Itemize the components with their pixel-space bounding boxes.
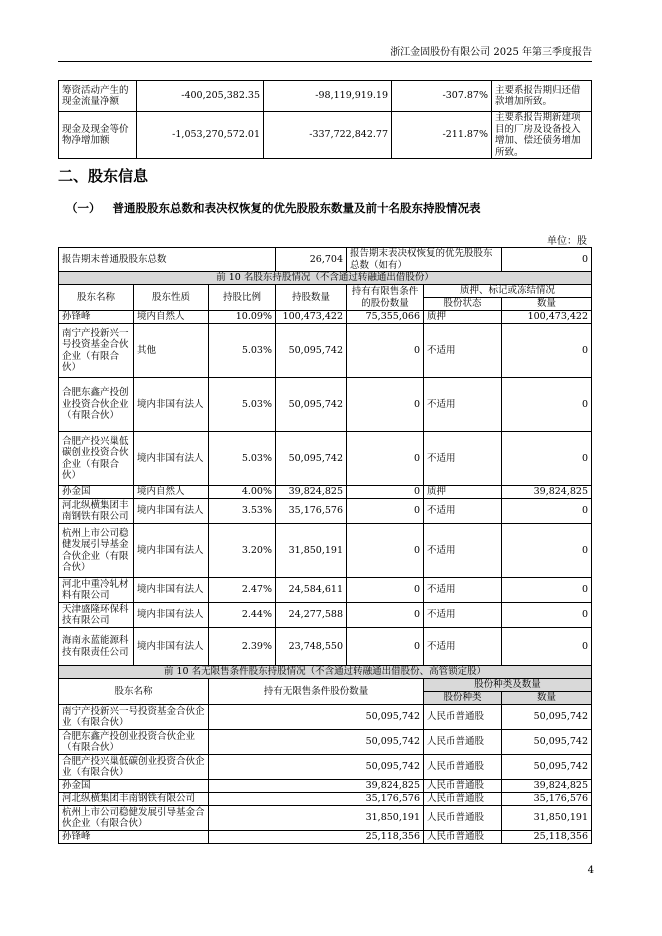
shareholder-ratio: 10.09% <box>209 311 276 324</box>
unrestricted-qty: 50,095,742 <box>209 755 424 780</box>
table-row <box>59 831 592 844</box>
shareholder-pledged: 0 <box>502 432 592 486</box>
cashflow-item: 现金及现金等价物净增加额 <box>59 112 137 159</box>
unrestricted-type: 人民币普通股 <box>424 806 502 831</box>
table-row <box>59 486 592 499</box>
shareholders-table <box>58 247 592 844</box>
header-type-group: 股份种类及数量 <box>424 679 592 692</box>
header-pledge-status: 股份状态 <box>424 298 502 311</box>
unrestricted-name: 河北纵横集团丰南钢铁有限公司 <box>59 793 209 806</box>
shareholder-restricted: 75,355,066 <box>347 311 424 324</box>
unrestricted-name: 孙锋峰 <box>59 831 209 844</box>
shareholder-nature: 境内非国有法人 <box>134 603 209 628</box>
shareholder-qty: 50,095,742 <box>276 378 347 432</box>
shareholder-name: 合肥产投兴巢低碳创业投资合伙企业（有限合伙） <box>59 432 134 486</box>
shareholder-pledged: 0 <box>502 324 592 378</box>
table-row <box>59 248 592 272</box>
shareholder-ratio: 2.47% <box>209 578 276 603</box>
shareholder-ratio: 2.39% <box>209 628 276 666</box>
header-count: 数量 <box>502 692 592 705</box>
unrestricted-type: 人民币普通股 <box>424 831 502 844</box>
unrestricted-qty: 31,850,191 <box>209 806 424 831</box>
shareholder-ratio: 5.03% <box>209 432 276 486</box>
shareholder-restricted: 0 <box>347 578 424 603</box>
shareholder-qty: 24,277,588 <box>276 603 347 628</box>
shareholder-status: 不适用 <box>424 432 502 486</box>
shareholder-qty: 24,584,611 <box>276 578 347 603</box>
cashflow-prior: -337,722,842.77 <box>264 112 392 159</box>
table-row <box>59 524 592 578</box>
shareholder-restricted: 0 <box>347 603 424 628</box>
page-number: 4 <box>587 865 594 876</box>
shareholder-name: 海南永蓝能源科技有限责任公司 <box>59 628 134 666</box>
table-row <box>59 793 592 806</box>
table-row <box>59 578 592 603</box>
unit-label: 单位：股 <box>547 236 587 247</box>
cashflow-prior: -98,119,919.19 <box>264 81 392 112</box>
page-header: 浙江金固股份有限公司 2025 年第三季度报告 <box>390 47 592 58</box>
shareholder-restricted: 0 <box>347 499 424 524</box>
shareholder-name: 天津盛隆环保科技有限公司 <box>59 603 134 628</box>
unrestricted-qty: 35,176,576 <box>209 793 424 806</box>
shareholder-name: 河北中重冷轧材料有限公司 <box>59 578 134 603</box>
shareholder-pledged: 0 <box>502 524 592 578</box>
unrestricted-qty: 50,095,742 <box>209 730 424 755</box>
unrestricted-type: 人民币普通股 <box>424 755 502 780</box>
table-row <box>59 378 592 432</box>
table-row <box>59 432 592 486</box>
unrestricted-type: 人民币普通股 <box>424 730 502 755</box>
unrestricted-count: 50,095,742 <box>502 730 592 755</box>
unrestricted-name: 南宁产投新兴一号投资基金合伙企业（有限合伙） <box>59 705 209 730</box>
shareholder-name: 河北纵横集团丰南钢铁有限公司 <box>59 499 134 524</box>
shareholder-qty: 35,176,576 <box>276 499 347 524</box>
shareholder-status: 不适用 <box>424 628 502 666</box>
unrestricted-count: 35,176,576 <box>502 793 592 806</box>
cashflow-item: 筹资活动产生的现金流量净额 <box>59 81 137 112</box>
cashflow-table <box>58 80 592 159</box>
header-ratio: 持股比例 <box>209 285 276 311</box>
table-row <box>59 603 592 628</box>
summary-value-pref: 0 <box>502 248 592 272</box>
header-qty: 持股数量 <box>276 285 347 311</box>
summary-label-common: 报告期末普通股股东总数 <box>59 248 276 272</box>
header-type: 股份种类 <box>424 692 502 705</box>
table-row <box>59 272 592 285</box>
shareholder-name: 孙锋峰 <box>59 311 134 324</box>
shareholder-qty: 23,748,550 <box>276 628 347 666</box>
table-row <box>59 755 592 780</box>
shareholder-ratio: 5.03% <box>209 378 276 432</box>
cashflow-reason: 主要系报告期归还借款增加所致。 <box>492 81 592 112</box>
table-row <box>59 780 592 793</box>
table-row <box>59 324 592 378</box>
unrestricted-count: 50,095,742 <box>502 755 592 780</box>
shareholder-ratio: 5.03% <box>209 324 276 378</box>
header-unres-name: 股东名称 <box>59 679 209 705</box>
shareholder-pledged: 0 <box>502 628 592 666</box>
shareholder-restricted: 0 <box>347 432 424 486</box>
unrestricted-count: 25,118,356 <box>502 831 592 844</box>
shareholder-name: 合肥东鑫产投创业投资合伙企业（有限合伙） <box>59 378 134 432</box>
shareholder-pledged: 0 <box>502 499 592 524</box>
shareholder-nature: 境内非国有法人 <box>134 499 209 524</box>
header-nature: 股东性质 <box>134 285 209 311</box>
shareholder-name: 南宁产投新兴一号投资基金合伙企业（有限合伙） <box>59 324 134 378</box>
cashflow-current: -1,053,270,572.01 <box>137 112 264 159</box>
unrestricted-title: 前 10 名无限售条件股东持股情况（不含通过转融通出借股份、高管锁定股） <box>59 666 592 679</box>
shareholder-name: 孙金国 <box>59 486 134 499</box>
shareholder-nature: 境内非国有法人 <box>134 378 209 432</box>
unrestricted-type: 人民币普通股 <box>424 793 502 806</box>
shareholder-status: 不适用 <box>424 603 502 628</box>
shareholder-status: 不适用 <box>424 524 502 578</box>
header-rule <box>58 61 592 62</box>
header-restricted: 持有有限售条件的股份数量 <box>347 285 424 311</box>
shareholder-status: 质押 <box>424 311 502 324</box>
table-row <box>59 666 592 679</box>
section-subtitle: （一） 普通股股东总数和表决权恢复的优先股股东数量及前十名股东持股情况表 <box>66 201 481 215</box>
unrestricted-type: 人民币普通股 <box>424 705 502 730</box>
shareholder-nature: 境内非国有法人 <box>134 628 209 666</box>
shareholder-restricted: 0 <box>347 486 424 499</box>
shareholder-qty: 31,850,191 <box>276 524 347 578</box>
section-title: 二、股东信息 <box>58 167 149 185</box>
unrestricted-name: 杭州上市公司稳健发展引导基金合伙企业（有限合伙） <box>59 806 209 831</box>
shareholder-nature: 境内自然人 <box>134 486 209 499</box>
cashflow-current: -400,205,382.35 <box>137 81 264 112</box>
shareholder-name: 杭州上市公司稳健发展引导基金合伙企业（有限合伙） <box>59 524 134 578</box>
shareholder-nature: 境内非国有法人 <box>134 524 209 578</box>
shareholder-status: 不适用 <box>424 324 502 378</box>
shareholder-pledged: 0 <box>502 603 592 628</box>
shareholder-status: 不适用 <box>424 578 502 603</box>
shareholder-nature: 境内非国有法人 <box>134 578 209 603</box>
shareholder-qty: 39,824,825 <box>276 486 347 499</box>
table-row <box>59 112 592 159</box>
cashflow-reason: 主要系报告期新建项目的厂房及设备投入增加、偿还债务增加所致。 <box>492 112 592 159</box>
table-row <box>59 285 592 298</box>
shareholder-nature: 境内非国有法人 <box>134 432 209 486</box>
shareholder-pledged: 0 <box>502 578 592 603</box>
shareholder-qty: 50,095,742 <box>276 324 347 378</box>
unrestricted-name: 孙金国 <box>59 780 209 793</box>
shareholder-status: 不适用 <box>424 378 502 432</box>
shareholder-qty: 50,095,742 <box>276 432 347 486</box>
table-row <box>59 81 592 112</box>
shareholder-ratio: 3.53% <box>209 499 276 524</box>
header-pledge-qty: 数量 <box>502 298 592 311</box>
shareholder-restricted: 0 <box>347 628 424 666</box>
unrestricted-qty: 25,118,356 <box>209 831 424 844</box>
cashflow-change: -211.87% <box>392 112 492 159</box>
table-row <box>59 311 592 324</box>
shareholder-ratio: 2.44% <box>209 603 276 628</box>
unrestricted-count: 31,850,191 <box>502 806 592 831</box>
unrestricted-name: 合肥产投兴巢低碳创业投资合伙企业（有限合伙） <box>59 755 209 780</box>
shareholder-status: 质押 <box>424 486 502 499</box>
unrestricted-name: 合肥东鑫产投创业投资合伙企业（有限合伙） <box>59 730 209 755</box>
shareholder-restricted: 0 <box>347 524 424 578</box>
shareholder-status: 不适用 <box>424 499 502 524</box>
summary-label-pref: 报告期末表决权恢复的优先股股东总数（如有） <box>347 248 502 272</box>
unrestricted-qty: 39,824,825 <box>209 780 424 793</box>
table-row <box>59 679 592 692</box>
shareholder-restricted: 0 <box>347 324 424 378</box>
header-name: 股东名称 <box>59 285 134 311</box>
table-row <box>59 730 592 755</box>
summary-value-common: 26,704 <box>276 248 347 272</box>
cashflow-change: -307.87% <box>392 81 492 112</box>
shareholder-ratio: 4.00% <box>209 486 276 499</box>
shareholder-restricted: 0 <box>347 378 424 432</box>
shareholder-nature: 境内自然人 <box>134 311 209 324</box>
table-row <box>59 705 592 730</box>
shareholder-pledged: 39,824,825 <box>502 486 592 499</box>
table-row <box>59 806 592 831</box>
shareholder-nature: 其他 <box>134 324 209 378</box>
header-pledge-group: 质押、标记或冻结情况 <box>424 285 592 298</box>
unrestricted-count: 39,824,825 <box>502 780 592 793</box>
unrestricted-type: 人民币普通股 <box>424 780 502 793</box>
header-unres-qty: 持有无限售条件股份数量 <box>209 679 424 705</box>
shareholder-qty: 100,473,422 <box>276 311 347 324</box>
table-row <box>59 499 592 524</box>
unrestricted-count: 50,095,742 <box>502 705 592 730</box>
top10-title: 前 10 名股东持股情况（不含通过转融通出借股份） <box>59 272 592 285</box>
table-row <box>59 628 592 666</box>
shareholder-ratio: 3.20% <box>209 524 276 578</box>
shareholder-pledged: 0 <box>502 378 592 432</box>
unrestricted-qty: 50,095,742 <box>209 705 424 730</box>
shareholder-pledged: 100,473,422 <box>502 311 592 324</box>
